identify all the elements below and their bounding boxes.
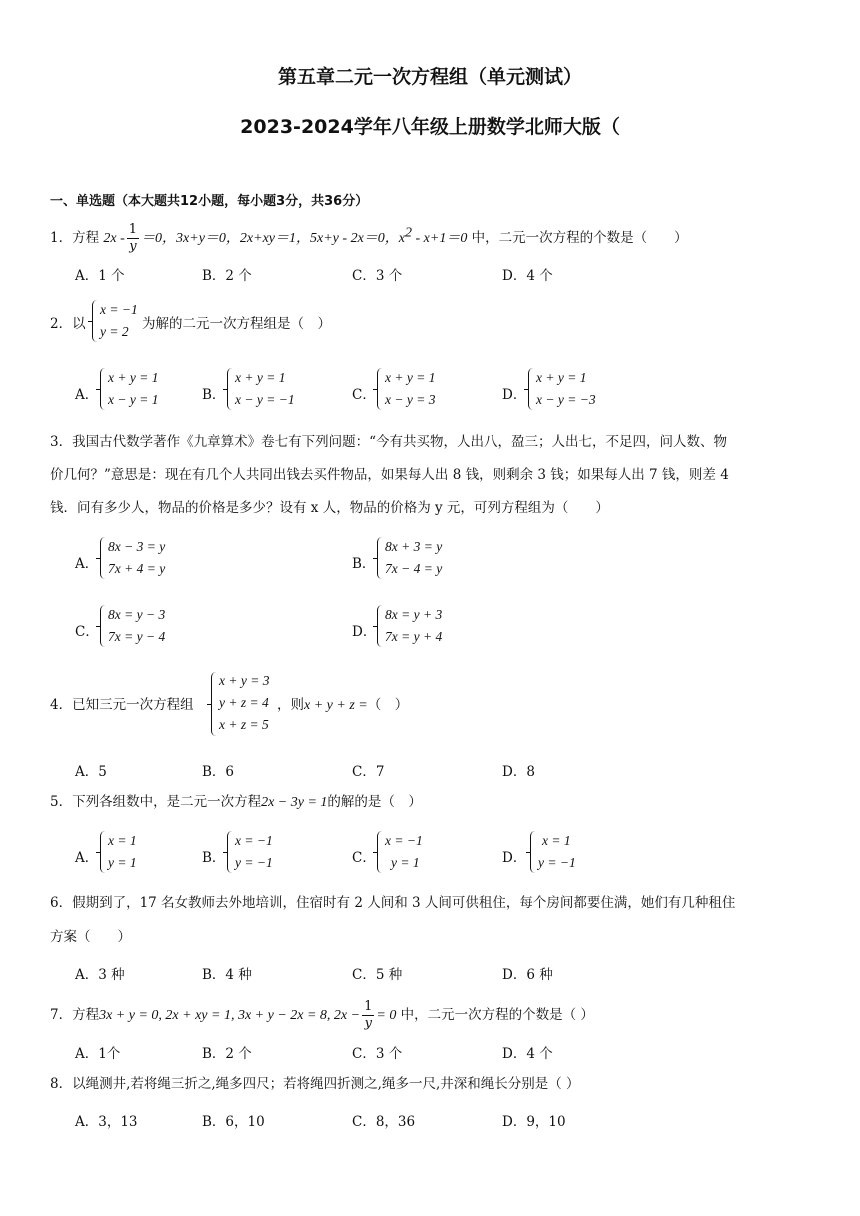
brace: [227, 831, 234, 873]
question-6-line-1: 6．假期到了，17 名女教师去外地培训，住宿时有 2 人间和 3 人间可供租住，每个房间都要住满，她们有几种租住: [50, 895, 736, 911]
q2-option-b-system: [227, 368, 307, 412]
q5-option-d-system: [530, 831, 590, 875]
question-1: [50, 222, 688, 255]
equation: x = 1: [108, 833, 137, 848]
question-text: 方程: [72, 1007, 100, 1023]
question-4-lead: [50, 696, 194, 714]
question-2-text: 为解的二元一次方程组是（ ）: [142, 316, 331, 332]
brace: [100, 831, 107, 873]
math-expr: 2x − 3y = 1: [261, 795, 328, 810]
equation: y = 1: [108, 855, 137, 870]
question-number: 1．: [50, 230, 73, 246]
brace: [528, 368, 535, 410]
q5-option-c-system: [377, 831, 437, 875]
question-text: 的解的是（ ）: [327, 794, 422, 810]
brace: [377, 368, 384, 410]
q1-option-a: A．1 个: [75, 268, 125, 284]
question-6-line-2: 方案（ ）: [50, 929, 131, 945]
equation: x = −1: [235, 833, 273, 848]
question-number: 7．: [50, 1007, 73, 1023]
brace: [92, 300, 99, 342]
q3-option-c-system: [100, 605, 190, 649]
q1-option-b: B．2 个: [202, 268, 252, 284]
q4-option-b: B．6: [202, 764, 235, 780]
q2-option-a-system: [100, 368, 170, 412]
fraction-denominator: y: [364, 1016, 372, 1031]
q5-option-b-system: [227, 831, 287, 875]
math-expr: 3x + y = 0, 2x + xy = 1, 3x + y − 2x = 8, 2x −: [99, 1008, 361, 1023]
q8-option-b: B．6，10: [202, 1114, 265, 1130]
section-heading: 一、单选题（本大题共12小题，每小题3分，共36分）: [50, 194, 369, 209]
q3-option-d-label: D．: [352, 624, 377, 640]
q8-option-d: D．9，10: [502, 1114, 566, 1130]
question-8: 8．以绳测井,若将绳三折之,绳多四尺；若将绳四折测之,绳多一尺,井深和绳长分别是（ ）: [50, 1076, 580, 1092]
exponent: 2: [405, 225, 412, 241]
question-text: 下列各组数中，是二元一次方程: [72, 794, 262, 810]
fraction: [362, 999, 374, 1032]
equation: y = 1: [391, 855, 420, 870]
equation: y = −1: [538, 855, 576, 870]
q7-option-c: C．3 个: [352, 1046, 403, 1062]
equation: x − y = 3: [385, 392, 436, 407]
q6-option-d: D．6 种: [502, 967, 553, 983]
question-text: 以: [72, 316, 86, 332]
equation: 7x + 4 = y: [108, 561, 166, 576]
q2-option-a-label: A．: [75, 387, 99, 403]
q3-option-a-label: A．: [75, 556, 99, 572]
equation: 7x − 4 = y: [385, 561, 443, 576]
q2-option-d-system: [528, 368, 608, 412]
q8-option-a: A．3，13: [75, 1114, 138, 1130]
equation: x − y = −1: [235, 392, 295, 407]
q5-option-c-label: C．: [352, 850, 376, 866]
question-number: 5．: [50, 794, 73, 810]
q7-option-a: A．1个: [75, 1046, 121, 1062]
equation: y + z = 4: [219, 695, 269, 710]
q1-option-d: D．4 个: [502, 268, 553, 284]
q4-option-c: C．7: [352, 764, 385, 780]
q4-system: [211, 672, 281, 738]
question-text: 方程: [72, 230, 100, 246]
q3-option-b-label: B．: [352, 556, 376, 572]
title-line-1: 第五章二元一次方程组（单元测试）: [277, 66, 582, 88]
equation: x = 1: [542, 833, 571, 848]
q5-option-a-label: A．: [75, 850, 99, 866]
question-3-line-2: 价几何？”意思是：现在有几个人共同出钱去买件物品，如果每人出 8 钱，则剩余 3 钱；如果每人出 7 钱，则差 4: [50, 467, 729, 483]
question-text: 中，二元一次方程的个数是（ ）: [471, 230, 688, 246]
question-number: 4．: [50, 697, 73, 713]
brace: [377, 831, 384, 873]
brace: [530, 831, 537, 873]
brace: [377, 537, 384, 579]
q2-option-c-system: [377, 368, 447, 412]
brace: [377, 605, 384, 647]
q1-option-c: C．3 个: [352, 268, 403, 284]
math-expr: = 0: [376, 1008, 397, 1023]
question-3-line-3: 钱．问有多少人，物品的价格是多少？设有 x 人，物品的价格为 y 元，可列方程组为（ ）: [50, 500, 609, 516]
fraction-denominator: y: [129, 239, 137, 254]
equation: x − y = 1: [108, 392, 159, 407]
equation: x + y = 1: [385, 370, 436, 385]
question-text: ，则: [277, 697, 304, 713]
q4-option-a: A．5: [75, 764, 107, 780]
equation: 8x − 3 = y: [108, 539, 166, 554]
equation: y = 2: [100, 324, 129, 339]
q7-option-b: B．2 个: [202, 1046, 252, 1062]
brace: [227, 368, 234, 410]
fraction: [127, 222, 139, 255]
q3-option-c-label: C．: [75, 624, 99, 640]
title-line-2: 2023-2024学年八年级上册数学北师大版（: [240, 116, 620, 138]
brace: [100, 537, 107, 579]
math-expr: x + y + z =: [304, 698, 368, 713]
question-text: （ ）: [367, 697, 409, 713]
equation: x + y = 1: [536, 370, 587, 385]
equation: x = −1: [100, 302, 138, 317]
equation: 7x = y + 4: [385, 629, 443, 644]
equation: x = −1: [385, 833, 423, 848]
equation: 7x = y − 4: [108, 629, 166, 644]
fraction-numerator: 1: [364, 999, 373, 1014]
brace: [100, 368, 107, 410]
brace: [211, 672, 218, 736]
q6-option-c: C．5 种: [352, 967, 403, 983]
question-4-tail: [277, 696, 408, 715]
brace: [100, 605, 107, 647]
equation: x + y = 3: [219, 673, 270, 688]
math-expr: - x+1＝0: [412, 231, 468, 246]
q7-option-d: D．4 个: [502, 1046, 553, 1062]
question-5: [50, 793, 422, 812]
equation: x + y = 1: [108, 370, 159, 385]
question-text: 已知三元一次方程组: [72, 697, 194, 713]
q8-option-c: C．8，36: [352, 1114, 416, 1130]
question-number: 2．: [50, 316, 73, 332]
q3-option-a-system: [100, 537, 190, 581]
math-expr: 2x -: [103, 231, 125, 246]
math-expr: ＝0，3x+y＝0，2x+xy＝1，5x+y - 2x＝0，x: [141, 231, 405, 246]
equation: 8x = y + 3: [385, 607, 443, 622]
q4-option-d: D．8: [502, 764, 535, 780]
q2-option-d-label: D．: [502, 387, 527, 403]
q5-option-a-system: [100, 831, 160, 875]
q2-option-b-label: B．: [202, 387, 226, 403]
question-2-number: [50, 315, 86, 333]
fraction-numerator: 1: [128, 222, 138, 237]
q2-option-c-label: C．: [352, 387, 376, 403]
solution-system: [92, 300, 142, 344]
equation: y = −1: [235, 855, 273, 870]
q6-option-a: A．3 种: [75, 967, 125, 983]
q6-option-b: B．4 种: [202, 967, 252, 983]
question-7: [50, 999, 594, 1032]
equation: x + y = 1: [235, 370, 286, 385]
question-3-line-1: 3．我国古代数学著作《九章算术》卷七有下列问题：“今有共买物，人出八，盈三；人出七，不足四，问人数、物: [50, 434, 727, 450]
equation: x − y = −3: [536, 392, 596, 407]
equation: x + z = 5: [219, 717, 269, 732]
q3-option-d-system: [377, 605, 467, 649]
q5-option-d-label: D．: [502, 850, 527, 866]
equation: 8x = y − 3: [108, 607, 166, 622]
q3-option-b-system: [377, 537, 467, 581]
question-text: 中，二元一次方程的个数是（ ）: [400, 1007, 594, 1023]
equation: 8x + 3 = y: [385, 539, 443, 554]
q5-option-b-label: B．: [202, 850, 226, 866]
